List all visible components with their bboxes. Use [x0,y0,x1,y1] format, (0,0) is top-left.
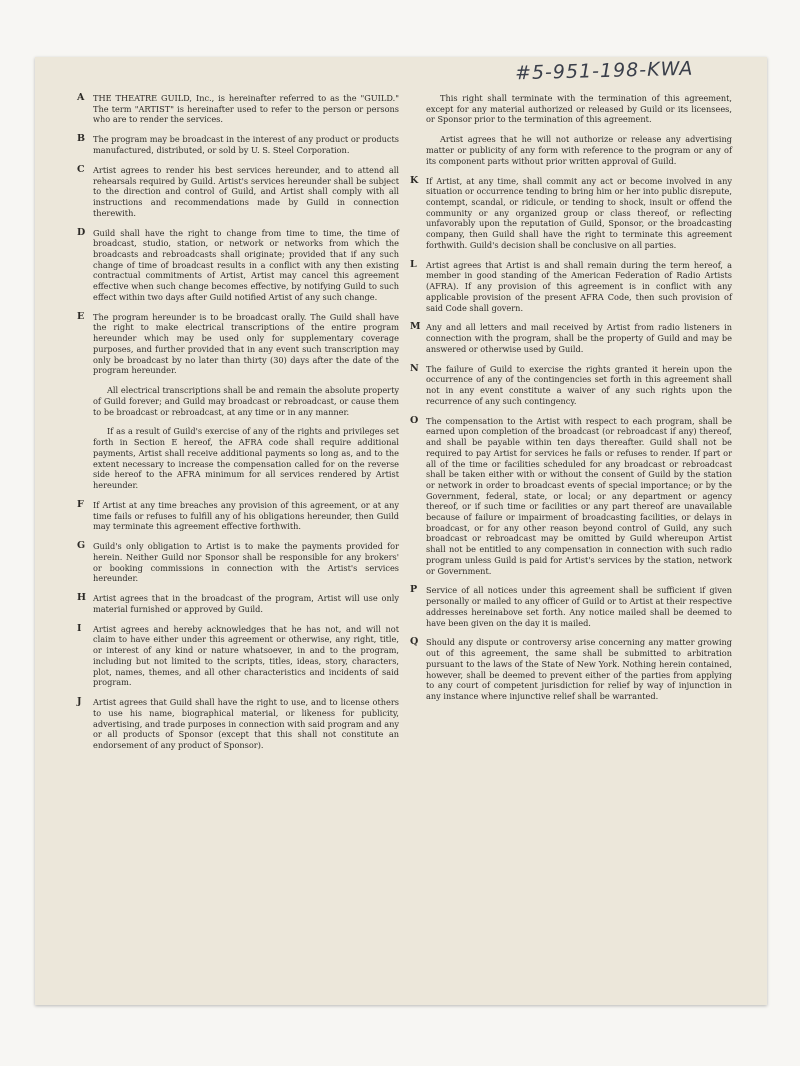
clause-paragraph [410,584,732,628]
clause-letter: L [410,258,417,270]
clause-text: If Artist at any time breaches any provision of this agreement, or at any time fails or refuses to fulfill any of his obligations hereunder, then Guild may terminate this agreement effective forthwith. [93,499,399,532]
clause-paragraph [93,385,399,417]
clause-paragraph [77,592,399,614]
clause-letter: Q [410,636,419,648]
clause-paragraph [77,133,399,155]
clause-paragraph [426,93,732,125]
clause-paragraph [77,696,399,751]
clause-paragraph [410,414,732,577]
clause-text: Artist agrees to render his best services hereunder, and to attend all rehearsals required by Guild. Artist's services hereunder shall be subject to the direction and control of Guild, and Artist shall comply with all instructions and recommendations made by Guild in connection therewith. [93,164,399,218]
clause-text: The compensation to the Artist with respect to each program, shall be earned upon completion of the broadcast (or rebroadcast if any) thereof, and shall be payable within ten days thereafter. Guild shall not be required to pay Artist for services he fails or refuses to render. If part or all of the time or facilities scheduled for any broadcast or rebroadcast shall be taken either with or without the consent of Guild by the station or network in order to broadcast events of special importance; or by the Government, federal, state, or local; or any department or agency thereof, or if such time or facilities or any part thereof are unavailable because of failure or impairment of broadcasting facilities, or delays in broadcast, or for any other reason beyond control of Guild, any such broadcast or rebroadcast may be omitted by Guild whereupon Artist shall not be entitled to any compensation in connection with such radio program unless Guild is paid for Artist's services by the station, network or Government. [426,415,732,576]
clause-paragraph [93,426,399,490]
clause-text: THE THEATRE GUILD, Inc., is hereinafter referred to as the "GUILD." The term "ARTIST" is hereinafter used to refer to the person or persons who are to render the services. [93,93,399,125]
clause-text: If as a result of Guild's exercise of any of the rights and privileges set forth in Section E hereof, the AFRA code shall require additional payments, Artist shall receive additional payments so long as, and to the extent necessary to increase the compensation called for on the reverse side hereof to the AFRA minimum for all services rendered by Artist hereunder. [93,426,399,490]
clause-letter: D [77,226,86,238]
clause-letter: G [77,540,86,552]
clause-letter: F [77,498,84,510]
clause-text: If Artist, at any time, shall commit any act or become involved in any situation or occurrence tending to bring him or her into public disrepute, contempt, scandal, or ridicule, or tending to shock, insult or offend the community or any organized group or class thereof, or reflecting unfavorably upon the reputation of Guild, Sponsor, or the broadcasting company, then Guild shall have the right to terminate this agreement forthwith. Guild's decision shall be conclusive on all parties. [426,175,732,250]
clause-letter: N [410,362,419,374]
clause-paragraph [77,92,399,125]
clause-text: Artist agrees that he will not authorize or release any advertising matter or publicity of any form with reference to the program or any of its component parts without prior written approval of Guild. [426,134,732,166]
clause-text: All electrical transcriptions shall be and remain the absolute property of Guild forever; and Guild may broadcast or rebroadcast, or cause them to be broadcast or rebroadcast, at any time or in any manner. [93,385,399,417]
clause-text: Artist agrees that Artist is and shall remain during the term hereof, a member in good standing of the American Federation of Radio Artists (AFRA). If any provision of this agreement is in conflict with any applicable provision of the present AFRA Code, then such provision of said Code shall govern. [426,259,732,313]
clause-letter: A [77,92,85,103]
clause-letter: I [77,622,82,634]
clause-letter: M [410,321,421,333]
clause-text: The failure of Guild to exercise the rights granted it herein upon the occurrence of any of the contingencies set forth in this agreement shall not in any event constitute a waiver of any such rights upon the recurrence of any such contingency. [426,363,732,406]
clause-paragraph [410,174,732,251]
clause-paragraph [77,226,399,303]
contract-page [35,57,767,1005]
clause-text: Service of all notices under this agreement shall be sufficient if given personally or mailed to any officer of Guild or to Artist at their respective addresses hereinabove set forth. Any notice mailed shall be deemed to have been given on the day it is mailed. [426,585,732,628]
clause-letter: O [410,414,419,426]
clause-text: Artist agrees that Guild shall have the right to use, and to license others to use his name, biographical material, or likeness for publicity, advertising, and trade purposes in connection with said program and any or all products of Sponsor (except that this shall not constitute an endorsement of any product of Sponsor). [93,697,399,750]
clause-paragraph [77,498,399,532]
clause-letter: C [77,163,85,175]
clause-paragraph [77,540,399,584]
clause-paragraph [410,258,732,314]
clause-paragraph [410,636,732,701]
clause-paragraph [410,362,732,407]
clause-letter: E [77,310,85,322]
clause-text: Artist agrees and hereby acknowledges that he has not, and will not claim to have either under this agreement or otherwise, any right, title, or interest of any kind or nature whatsoever, in and to the program, including but not limited to the scripts, titles, ideas, story, characters, plot, names, themes, and all other characteristics and incidents of said program. [93,623,399,688]
clause-paragraph [426,134,732,166]
clause-text: Guild shall have the right to change from time to time, the time of broadcast, studio, station, or network or networks from which the broadcasts and rebroadcasts shall originate; provided that if any such change of time of broadcast results in a conflict with any then existing contractual commitments of Artist, Artist may cancel this agreement effective when such change becomes effective, by notifying Guild to such effect within two days after Guild notified Artist of any such change. [93,227,399,302]
clause-paragraph [77,163,399,219]
clause-paragraph [410,321,732,354]
clause-text: Any and all letters and mail received by Artist from radio listeners in connection with the program, shall be the property of Guild and may be answered or otherwise used by Guild. [426,322,732,354]
clause-paragraph [77,310,399,376]
clause-letter: B [77,133,86,145]
clause-text: Artist agrees that in the broadcast of the program, Artist will use only material furnished or approved by Guild. [93,593,399,614]
clause-text: The program hereunder is to be broadcast orally. The Guild shall have the right to make electrical transcriptions of the entire program hereunder which may be used only for supplementary coverage purposes, and further provided that in any event such transcription may only be broadcast by no later than thirty (30) days after the date of the program hereunder. [93,311,399,376]
right-column [410,93,732,711]
clause-text: Should any dispute or controversy arise concerning any matter growing out of this agreement, the same shall be submitted to arbitration pursuant to the laws of the State of New York. Nothing herein contained, however, shall be deemed to prevent either of the parties from applying to any court of competent jurisdiction for relief by way of injunction in any instance where injunctive relief shall be warranted. [426,637,732,701]
clause-letter: J [77,696,82,708]
clause-letter: P [410,584,418,596]
clause-text: This right shall terminate with the termination of this agreement, except for any material authorized or released by Guild or its licensees, or Sponsor prior to the termination of this agreement. [426,93,732,125]
clause-text: The program may be broadcast in the interest of any product or products manufactured, distributed, or sold by U. S. Steel Corporation. [93,134,399,155]
handwritten-note: #5-951-198-KWA [514,57,694,85]
left-column [77,92,399,760]
clause-letter: H [77,592,86,604]
clause-text: Guild's only obligation to Artist is to make the payments provided for herein. Neither Guild nor Sponsor shall be responsible for any brokers' or booking commissions in connection with the Artist's services hereunder. [93,541,399,584]
clause-paragraph [77,622,399,688]
clause-letter: K [410,174,419,186]
